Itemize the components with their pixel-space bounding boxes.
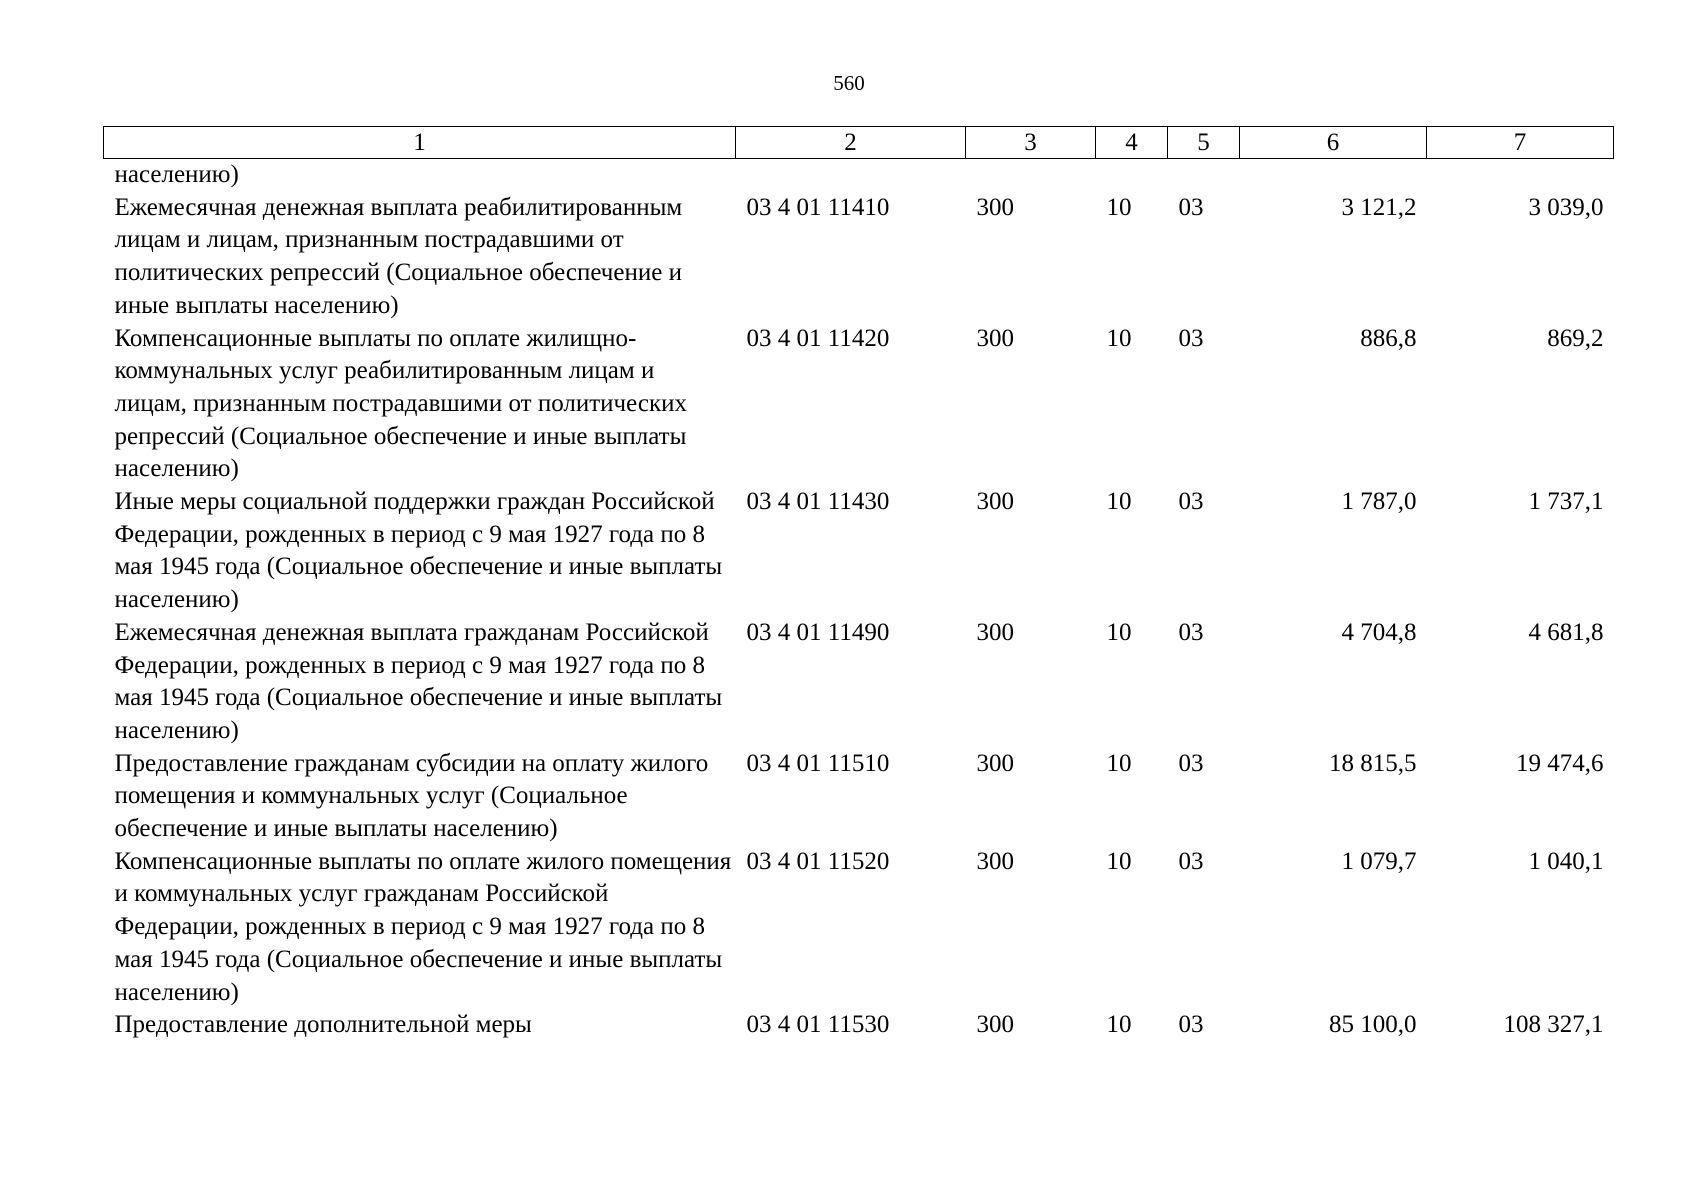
row-col-7: 108 327,1: [1503, 1011, 1604, 1039]
table-row: [104, 1009, 1614, 1042]
header-col-2: 2: [736, 127, 966, 159]
header-col-1: 1: [104, 127, 736, 159]
table-row: [104, 486, 1614, 617]
row-name: Предоставление гражданам субсидии на оплату жилого помещения и коммунальных услуг (Социальное обеспечение и иные выплаты населению): [114, 749, 709, 843]
row-col-7: 869,2: [1547, 324, 1604, 352]
row-col-7: 4 681,8: [1528, 618, 1604, 646]
row-name: Иные меры социальной поддержки граждан Российской Федерации, рожденных в период с 9 мая 1927 года по 8 мая 1945 года (Социальное обеспечение и иные выплаты населению): [114, 488, 723, 614]
row-col-4: 10: [1106, 847, 1132, 875]
row-col-6: 18 815,5: [1329, 749, 1417, 777]
continuation-row: [104, 159, 1614, 192]
row-col-4: 10: [1106, 193, 1132, 221]
row-col-7: 1 040,1: [1528, 847, 1604, 875]
row-col-3: 300: [976, 488, 1014, 516]
row-code: 03 4 01 11520: [746, 847, 890, 875]
row-name: Ежемесячная денежная выплата гражданам Российской Федерации, рожденных в период с 9 мая 1927 года по 8 мая 1945 года (Социальное обеспечение и иные выплаты населению): [114, 618, 723, 744]
row-name: Компенсационные выплаты по оплате жилого помещения и коммунальных услуг гражданам Российской Федерации, рожденных в период с 9 мая 1927 года по 8 мая 1945 года (Социальное обеспечение и иные выплаты населению): [114, 847, 732, 1006]
row-code: 03 4 01 11410: [746, 193, 890, 221]
row-col-4: 10: [1106, 618, 1132, 646]
row-col-5: 03: [1178, 847, 1204, 875]
row-col-5: 03: [1178, 324, 1204, 352]
row-col-3: 300: [976, 193, 1014, 221]
row-col-7: 19 474,6: [1516, 749, 1604, 777]
header-col-7: 7: [1427, 127, 1614, 159]
row-col-4: 10: [1106, 324, 1132, 352]
row-col-6: 886,8: [1360, 324, 1417, 352]
continuation-text: населению): [114, 161, 239, 188]
row-col-7: 3 039,0: [1528, 193, 1604, 221]
row-col-3: 300: [976, 1011, 1014, 1039]
table-body: [104, 159, 1614, 1042]
row-name: Ежемесячная денежная выплата реабилитированным лицам и лицам, признанным пострадавшими от политических репрессий (Социальное обеспечение и иные выплаты населению): [114, 193, 683, 319]
table-row: [104, 617, 1614, 748]
budget-table: [103, 126, 1614, 1042]
row-code: 03 4 01 11510: [746, 749, 890, 777]
row-name: Предоставление дополнительной меры: [114, 1011, 532, 1039]
header-col-6: 6: [1240, 127, 1427, 159]
row-col-6: 3 121,2: [1341, 193, 1417, 221]
row-col-6: 85 100,0: [1329, 1011, 1417, 1039]
row-col-6: 4 704,8: [1341, 618, 1417, 646]
table-row: [104, 748, 1614, 846]
row-col-4: 10: [1106, 488, 1132, 516]
table-row: [104, 323, 1614, 487]
row-code: 03 4 01 11420: [746, 324, 890, 352]
row-col-3: 300: [976, 749, 1014, 777]
row-code: 03 4 01 11490: [746, 618, 890, 646]
header-row: [104, 127, 1614, 159]
row-col-5: 03: [1178, 193, 1204, 221]
row-code: 03 4 01 11430: [746, 488, 890, 516]
row-col-4: 10: [1106, 749, 1132, 777]
row-col-3: 300: [976, 847, 1014, 875]
table-row: [104, 192, 1614, 323]
row-col-5: 03: [1178, 618, 1204, 646]
row-name: Компенсационные выплаты по оплате жилищно-коммунальных услуг реабилитированным лицам и лицам, признанным пострадавшими от политических репрессий (Социальное обеспечение и иные выплаты населению): [114, 324, 687, 483]
page-number: 560: [833, 71, 865, 95]
row-col-6: 1 787,0: [1341, 488, 1417, 516]
row-col-6: 1 079,7: [1341, 847, 1417, 875]
row-col-7: 1 737,1: [1528, 488, 1604, 516]
row-col-5: 03: [1178, 1011, 1204, 1039]
row-col-3: 300: [976, 618, 1014, 646]
table-header: [104, 127, 1614, 159]
row-col-3: 300: [976, 324, 1014, 352]
row-col-5: 03: [1178, 488, 1204, 516]
header-col-3: 3: [966, 127, 1096, 159]
row-col-5: 03: [1178, 749, 1204, 777]
table-row: [104, 846, 1614, 1010]
header-col-5: 5: [1168, 127, 1240, 159]
header-col-4: 4: [1096, 127, 1168, 159]
row-code: 03 4 01 11530: [746, 1011, 890, 1039]
row-col-4: 10: [1106, 1011, 1132, 1039]
